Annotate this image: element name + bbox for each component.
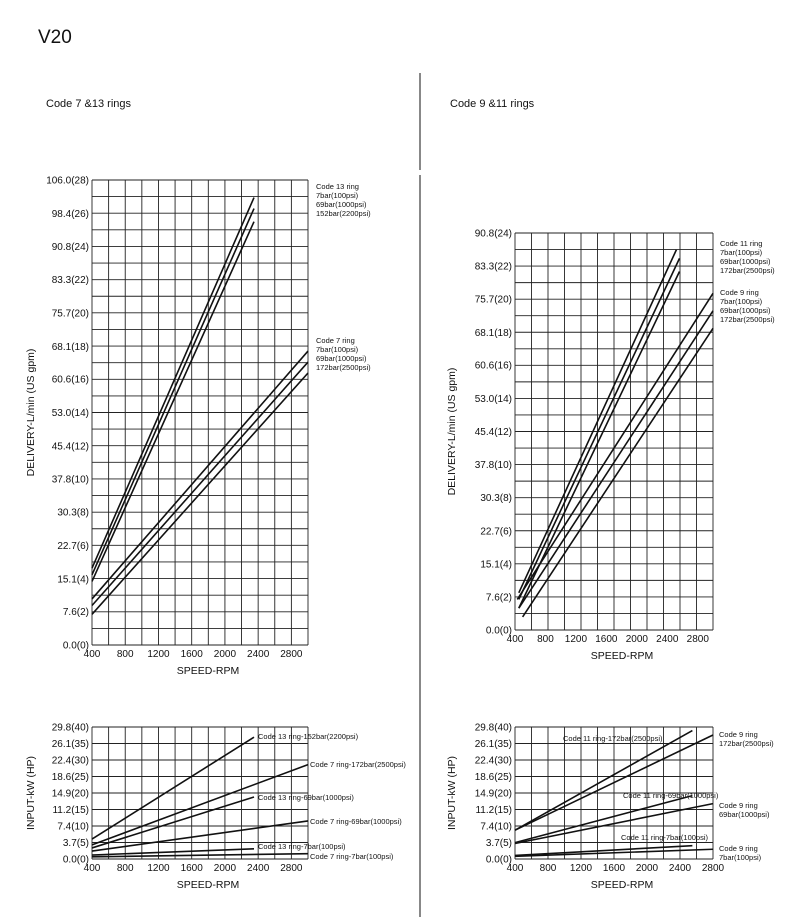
left-delivery-chart (25, 176, 308, 678)
y-tick-label: 60.6(16) (474, 360, 512, 372)
x-tick-label: 2400 (668, 863, 692, 874)
legend-text: Code 7 ring (316, 336, 355, 345)
y-tick-label: 29.8(40) (474, 722, 512, 734)
series-label: 69bar(1000psi) (719, 810, 770, 819)
y-tick-label: 53.0(14) (51, 408, 89, 419)
y-axis-label: DELIVERY-L/min (US gpm) (25, 348, 37, 477)
y-tick-label: 75.7(20) (474, 294, 512, 306)
x-tick-label: 2800 (280, 649, 303, 660)
series-line (92, 222, 254, 582)
right-delivery-legend-code11 (720, 239, 775, 275)
y-tick-label: 26.1(35) (474, 738, 512, 750)
x-tick-label: 2400 (247, 649, 270, 660)
y-tick-label: 0.0(0) (62, 640, 89, 652)
x-tick-label: 1200 (147, 649, 170, 660)
legend-text: 69bar(1000psi) (316, 354, 367, 363)
left-input-series-labels (258, 732, 406, 861)
series-label: Code 13 ring-152bar(2200psi) (258, 732, 359, 741)
x-tick-label: 400 (506, 863, 524, 874)
right-input-chart (446, 723, 725, 892)
series-line (92, 198, 254, 569)
y-tick-label: 22.4(30) (51, 755, 89, 767)
y-tick-label: 0.0(0) (62, 854, 89, 866)
x-tick-label: 2000 (213, 649, 237, 660)
x-tick-label: 1600 (180, 649, 203, 660)
legend-text: Code 11 ring (720, 239, 763, 248)
y-tick-label: 60.6(16) (51, 374, 89, 386)
y-tick-label: 22.7(6) (57, 540, 89, 552)
y-tick-label: 22.4(30) (474, 755, 512, 767)
x-axis-label: SPEED-RPM (590, 879, 654, 891)
x-tick-label: 400 (506, 634, 524, 645)
y-tick-label: 7.4(10) (57, 821, 89, 833)
legend-text: 69bar(1000psi) (720, 257, 771, 266)
x-tick-label: 2000 (213, 863, 237, 874)
y-tick-label: 7.6(2) (485, 592, 512, 604)
right-delivery-chart (446, 229, 713, 663)
y-tick-label: 30.3(8) (57, 507, 89, 519)
series-label: 172bar(2500psi) (719, 739, 774, 748)
left-input-chart (25, 723, 308, 892)
x-tick-label: 1200 (147, 863, 170, 874)
legend-text: 172bar(2500psi) (316, 363, 371, 372)
x-tick-label: 1200 (564, 634, 588, 645)
y-tick-label: 90.8(24) (474, 228, 512, 240)
x-tick-label: 2800 (280, 863, 303, 874)
y-tick-label: 7.6(2) (62, 607, 89, 619)
y-tick-label: 14.9(20) (474, 788, 512, 800)
series-label: Code 7 ring-172bar(2500psi) (310, 760, 406, 769)
y-tick-label: 7.4(10) (480, 821, 512, 833)
legend-text: Code 13 ring (316, 182, 359, 191)
y-tick-label: 29.8(40) (51, 722, 89, 734)
legend-text: 7bar(100psi) (720, 248, 763, 257)
y-tick-label: 98.4(26) (51, 208, 89, 220)
y-tick-label: 3.7(5) (62, 838, 89, 850)
series-label: Code 9 ring (719, 730, 758, 739)
series-label: Code 9 ring (719, 844, 758, 853)
right-delivery-legend-code9 (720, 288, 775, 324)
y-tick-label: 45.4(12) (474, 427, 512, 438)
series-line (523, 328, 713, 617)
y-tick-label: 53.0(14) (474, 393, 512, 405)
legend-text: Code 9 ring (720, 288, 759, 297)
y-tick-label: 45.4(12) (51, 441, 89, 453)
x-tick-label: 2000 (635, 863, 659, 874)
series-label: Code 7 ring-7bar(100psi) (310, 852, 394, 861)
x-tick-label: 2400 (247, 863, 270, 874)
y-axis-label: INPUT-kW (HP) (25, 755, 37, 831)
series-line (517, 293, 713, 599)
x-tick-label: 800 (116, 649, 134, 660)
x-tick-label: 1200 (569, 863, 593, 874)
series-label: Code 11 ring-7bar(100psi) (621, 833, 708, 842)
x-tick-label: 800 (537, 634, 554, 645)
y-tick-label: 15.1(4) (480, 559, 512, 571)
x-tick-label: 800 (116, 863, 134, 874)
y-tick-label: 30.3(8) (480, 493, 512, 505)
series-label: Code 11 ring-69bar(1000psi) (623, 791, 719, 800)
series-label: Code 11 ring-172bar(2500psi) (563, 734, 663, 743)
y-tick-label: 0.0(0) (485, 625, 512, 637)
legend-text: 172bar(2500psi) (720, 266, 775, 275)
y-axis-label: DELIVERY-L/min (US gpm) (446, 367, 458, 496)
y-tick-label: 68.1(18) (474, 327, 512, 339)
page-title: V20 (38, 27, 72, 48)
legend-text: 69bar(1000psi) (316, 200, 367, 209)
legend-text: 69bar(1000psi) (720, 306, 771, 315)
x-tick-label: 1600 (602, 863, 626, 874)
series-line (92, 362, 308, 605)
x-tick-label: 800 (539, 863, 557, 874)
y-tick-label: 75.7(20) (51, 308, 89, 320)
x-axis-label: SPEED-RPM (176, 879, 240, 891)
y-tick-label: 11.2(15) (52, 804, 89, 816)
series-line (92, 737, 254, 839)
y-tick-label: 18.6(25) (51, 772, 89, 784)
series-line (519, 258, 680, 599)
y-tick-label: 90.8(24) (51, 242, 89, 254)
y-tick-label: 0.0(0) (485, 854, 512, 866)
x-tick-label: 400 (83, 863, 101, 874)
y-tick-label: 68.1(18) (51, 341, 89, 353)
y-axis-label: INPUT-kW (HP) (446, 755, 458, 831)
legend-text: 7bar(100psi) (316, 345, 359, 354)
y-tick-label: 15.1(4) (57, 574, 89, 586)
y-tick-label: 3.7(5) (485, 838, 512, 850)
left-delivery-legend-code7 (316, 336, 371, 372)
series-label: Code 13 ring-69bar(1000psi) (258, 793, 354, 802)
legend-text: 172bar(2500psi) (720, 315, 775, 324)
y-tick-label: 18.6(25) (474, 772, 512, 784)
y-tick-label: 37.8(10) (474, 460, 512, 472)
series-label: Code 7 ring-69bar(1000psi) (310, 817, 402, 826)
series-line (519, 271, 680, 608)
series-label: 7bar(100psi) (719, 853, 762, 862)
legend-text: 7bar(100psi) (720, 297, 763, 306)
x-tick-label: 1600 (180, 863, 203, 874)
y-tick-label: 26.1(35) (51, 738, 89, 750)
x-tick-label: 1600 (595, 634, 618, 645)
y-tick-label: 14.9(20) (51, 788, 89, 800)
x-axis-label: SPEED-RPM (590, 650, 654, 662)
y-tick-label: 106.0(28) (46, 175, 89, 187)
legend-text: 152bar(2200psi) (316, 209, 371, 218)
y-tick-label: 37.8(10) (51, 474, 89, 486)
left-heading: Code 7 &13 rings (46, 98, 131, 110)
y-tick-label: 83.3(22) (51, 275, 89, 287)
right-heading: Code 9 &11 rings (450, 98, 535, 110)
x-tick-label: 2000 (625, 634, 648, 645)
series-label: Code 13 ring-7bar(100psi) (258, 842, 346, 851)
legend-text: 7bar(100psi) (316, 191, 359, 200)
x-tick-label: 400 (83, 649, 101, 660)
x-tick-label: 2800 (686, 634, 709, 645)
y-tick-label: 22.7(6) (480, 526, 512, 538)
x-tick-label: 2800 (701, 863, 725, 874)
x-axis-label: SPEED-RPM (176, 665, 240, 677)
left-delivery-legend-code13 (316, 182, 371, 218)
x-tick-label: 2400 (656, 634, 679, 645)
y-tick-label: 83.3(22) (474, 261, 512, 273)
y-tick-label: 11.2(15) (475, 804, 512, 816)
series-line (515, 731, 692, 831)
series-label: Code 9 ring (719, 801, 758, 810)
